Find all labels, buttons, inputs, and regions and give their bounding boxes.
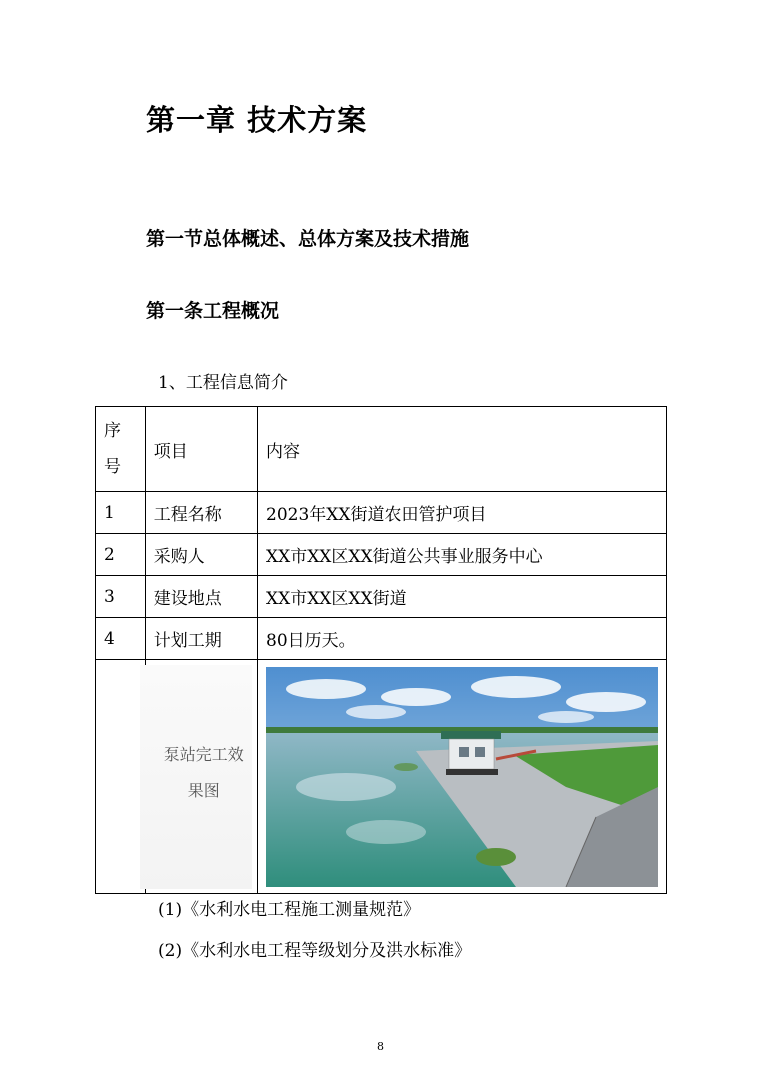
header-content: 内容: [258, 407, 667, 492]
page-number: 8: [377, 1040, 384, 1053]
row-item: 建设地点: [145, 576, 257, 618]
header-seq-bottom: 号: [104, 457, 121, 477]
row-item: 采购人: [145, 534, 257, 576]
reference-2: (2)《水利水电工程等级划分及洪水标准》: [158, 941, 472, 961]
reference-1: (1)《水利水电工程施工测量规范》: [158, 900, 421, 920]
header-seq-top: 序: [104, 421, 121, 441]
row-no: 1: [96, 492, 146, 534]
section-title: 第一节总体概述、总体方案及技术措施: [146, 228, 470, 250]
intro-paragraph: 1、工程信息简介: [158, 373, 288, 393]
row-no: 4: [96, 618, 146, 660]
row-no: 2: [96, 534, 146, 576]
row-item: 工程名称: [145, 492, 257, 534]
header-item: 项目: [145, 407, 257, 492]
image-label-box: [140, 665, 252, 889]
chapter-title: 第一章 技术方案: [146, 103, 368, 137]
image-label-cell: [145, 660, 257, 894]
image-cell: [258, 660, 667, 894]
image-row-no: [96, 660, 146, 894]
image-label: 泵站完工效果图: [163, 744, 244, 800]
row-content: 2023年XX街道农田管护项目: [258, 492, 667, 534]
project-info-table: [95, 406, 667, 894]
row-content: XX市XX区XX街道公共事业服务中心: [258, 534, 667, 576]
table-row: [96, 618, 667, 660]
row-item: 计划工期: [145, 618, 257, 660]
table-row: [96, 534, 667, 576]
row-no: 3: [96, 576, 146, 618]
row-content: XX市XX区XX街道: [258, 576, 667, 618]
table-row: [96, 492, 667, 534]
header-seq: [96, 407, 146, 492]
table-header-row: [96, 407, 667, 492]
article-title: 第一条工程概况: [146, 300, 280, 322]
row-content: 80日历天。: [258, 618, 667, 660]
pump-station-rendering-icon: [266, 667, 658, 887]
table-row: [96, 576, 667, 618]
table-image-row: [96, 660, 667, 894]
